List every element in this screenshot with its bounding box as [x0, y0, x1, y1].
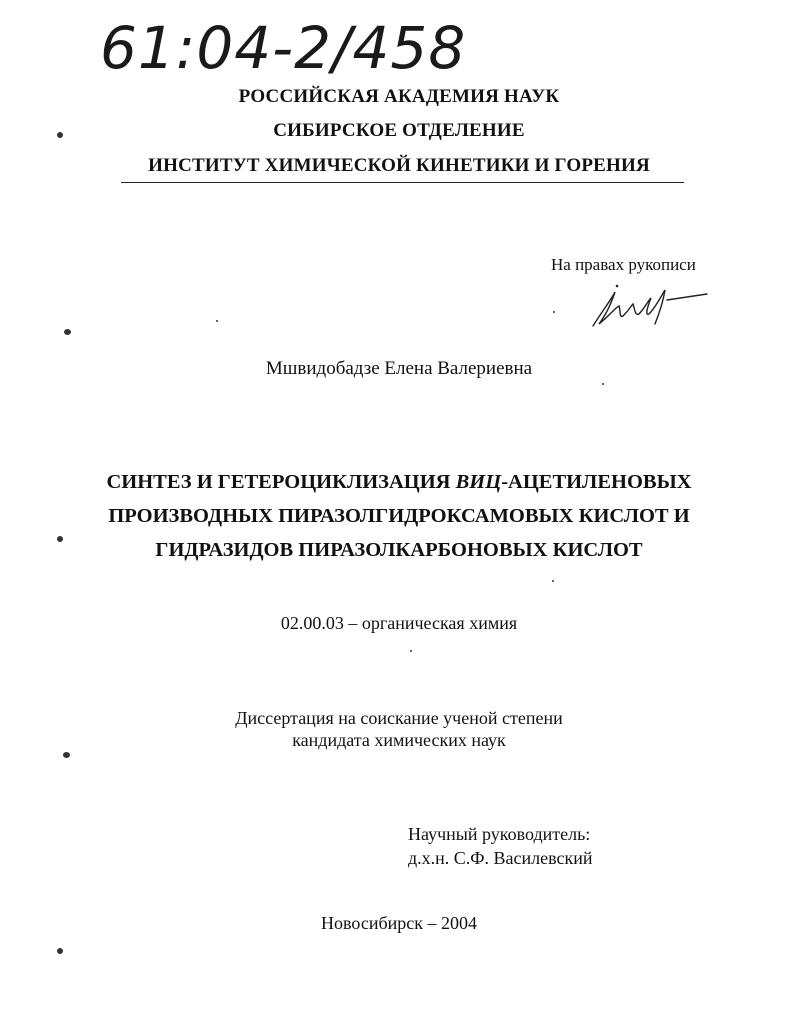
header-divider	[121, 182, 684, 183]
scan-speck	[410, 650, 412, 652]
title-line-3: ГИДРАЗИДОВ ПИРАЗОЛКАРБОНОВЫХ КИСЛОТ	[155, 539, 643, 561]
scan-speck	[602, 383, 604, 385]
dissertation-degree-line-1: Диссертация на соискание ученой степени	[235, 708, 563, 728]
title-line-2: ПРОИЗВОДНЫХ ПИРАЗОЛГИДРОКСАМОВЫХ КИСЛОТ И	[108, 505, 690, 527]
organization-branch: СИБИРСКОЕ ОТДЕЛЕНИЕ	[273, 120, 525, 141]
dissertation-degree-line-2: кандидата химических наук	[292, 730, 506, 750]
place-and-year: Новосибирск – 2004	[321, 913, 477, 933]
supervisor-name: д.х.н. С.Ф. Василевский	[408, 848, 593, 868]
title-line-1-italic: ВИЦ	[455, 471, 502, 493]
manuscript-rights-note: На правах рукописи	[551, 255, 696, 274]
handwritten-archive-code	[92, 6, 472, 84]
title-line-1-end: -АЦЕТИЛЕНОВЫХ	[501, 471, 692, 493]
handwritten-code-text: 61:04-2/458	[100, 14, 467, 82]
scan-speck	[57, 132, 63, 138]
organization-academy: РОССИЙСКАЯ АКАДЕМИЯ НАУК	[238, 86, 560, 107]
title-line-1	[0, 465, 798, 499]
supervisor-label: Научный руководитель:	[408, 824, 591, 844]
organization-institute: ИНСТИТУТ ХИМИЧЕСКОЙ КИНЕТИКИ И ГОРЕНИЯ	[148, 155, 650, 176]
title-line-1-start: СИНТЕЗ И ГЕТЕРОЦИКЛИЗАЦИЯ	[106, 471, 456, 493]
scan-speck	[553, 311, 555, 313]
scan-speck	[552, 580, 554, 582]
author-name: Мшвидобадзе Елена Валериевна	[265, 358, 533, 379]
scan-speck	[57, 536, 63, 542]
scan-speck	[57, 948, 63, 954]
scan-speck	[64, 329, 71, 335]
author-signature	[585, 280, 715, 332]
scan-speck	[63, 752, 70, 758]
scan-speck	[216, 320, 218, 322]
specialty-code: 02.00.03 – органическая химия	[280, 613, 518, 633]
